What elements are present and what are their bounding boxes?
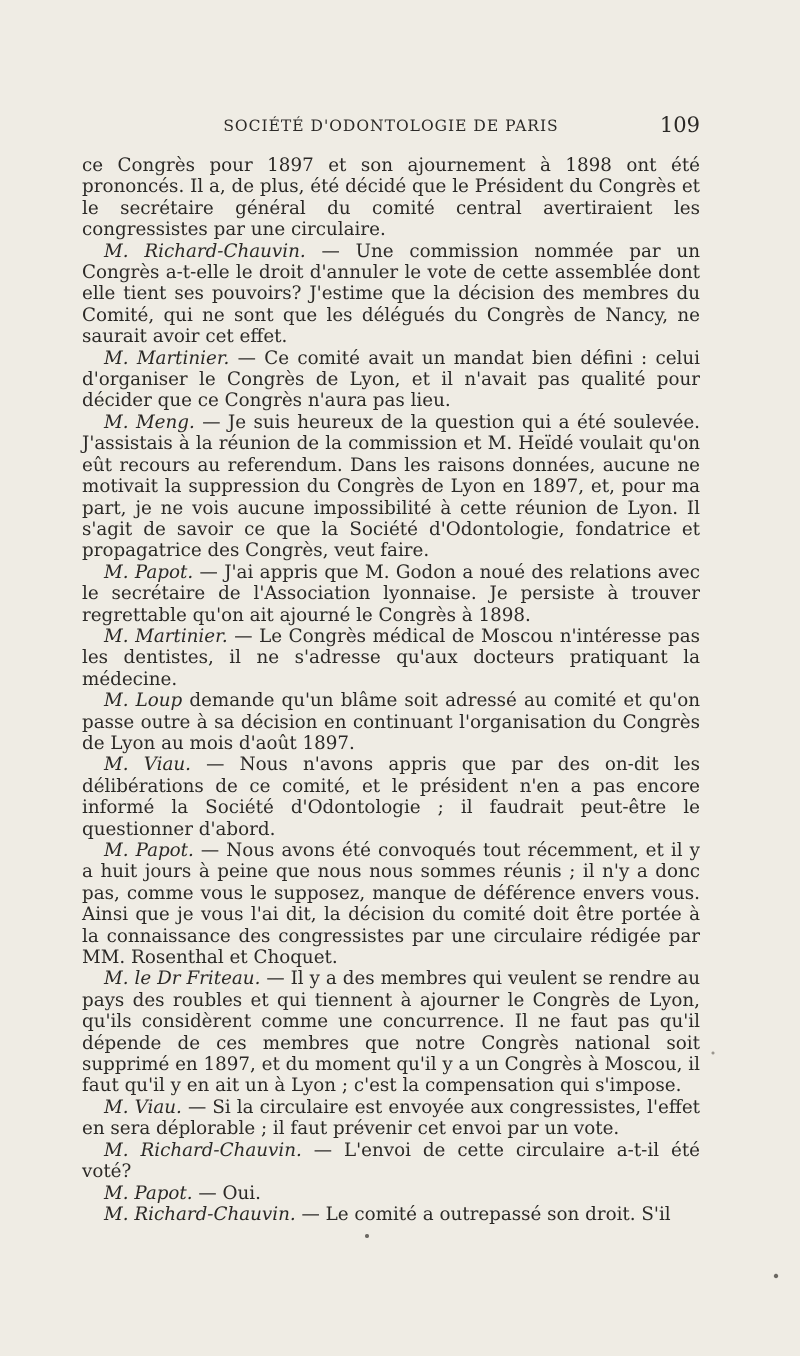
paragraph-text: — Nous n'avons appris que par des on-dit les délibérations de ce comité, et le président n'en a pas encore informé la Société d'Odontologie ; il faudrait peut-être le questionner d'abord. bbox=[82, 754, 700, 840]
paragraph-text: demande qu'un blâme soit adressé au comité et qu'on passe outre à sa décision en continuant l'organisation du Congrès de Lyon au mois d'août 1897. bbox=[82, 690, 700, 754]
speaker-name: M. Viau. bbox=[104, 754, 191, 776]
paragraph-text: — L'envoi de cette circulaire a-t-il été voté? bbox=[82, 1139, 700, 1183]
page-number: 109 bbox=[659, 113, 700, 137]
paragraph-text: — Je suis heureux de la question qui a été soulevée. J'assistais à la réunion de la commission et M. Heïdé voulait qu'on eût recours au referendum. Dans les raisons données, aucune ne motivait la suppression du Congrès de Lyon en 1897, et, pour ma part, je ne vois aucune impossibilité à cette réunion de Lyon. Il s'agit de savoir ce que la Société d'Odontologie, fondatrice et propagatrice des Congrès, veut faire. bbox=[82, 411, 700, 562]
paper-speck bbox=[712, 1052, 715, 1055]
paper-speck bbox=[774, 1274, 778, 1278]
speaker-name: M. Martinier. bbox=[104, 347, 230, 369]
paragraph-text: — Si la circulaire est envoyée aux congressistes, l'effet en sera déplorable ; il faut prévenir cet envoi par un vote. bbox=[82, 1096, 700, 1140]
speaker-name: M. Papot. bbox=[104, 561, 194, 583]
paragraph-text: — Il y a des membres qui veulent se rendre au pays des roubles et qui tiennent à ajourner le Congrès de Lyon, qu'ils considèrent comme une concurrence. Il ne faut pas qu'il dépende de ces membres que notre Congrès national soit supprimé en 1897, et du moment qu'il y a un Congrès à Moscou, il faut qu'il y en ait un à Lyon ; c'est la compensation qui s'impose. bbox=[82, 968, 701, 1097]
speaker-name: M. Martinier. bbox=[104, 625, 228, 647]
speaker-name: M. Meng. bbox=[104, 411, 195, 433]
paper-speck bbox=[365, 1234, 369, 1238]
paragraph-text: — Une commission nommée par un Congrès a-t-elle le droit d'annuler le vote de cette assemblée dont elle tient ses pouvoirs? J'estime que la décision des membres du Comité, qui ne sont que les délégués du Congrès de Nancy, ne saurait avoir cet effet. bbox=[82, 240, 700, 348]
paragraph-text: — Nous avons été convoqués tout récemment, et il y a huit jours à peine que nous nous sommes réunis ; il n'y a donc pas, comme vous le supposez, manque de déférence envers vous. Ainsi que je vous l'ai dit, la décision du comité doit être portée à la connaissance des congressistes par une circulaire rédigée par MM. Rosenthal et Choquet. bbox=[82, 840, 700, 969]
paragraph-text: ce Congrès pour 1897 et son ajournement à 1898 ont été prononcés. Il a, de plus, été décidé que le Président du Congrès et le secrétaire général du comité central avertiraient les congressistes par une circulaire. bbox=[82, 155, 700, 241]
paragraph-text: — Ce comité avait un mandat bien défini : celui d'organiser le Congrès de Lyon, et il n'avait pas qualité pour décider que ce Congrès n'aura pas lieu. bbox=[82, 347, 700, 412]
speaker-name: M. Loup bbox=[104, 690, 183, 712]
speaker-name: M. Viau. bbox=[104, 1096, 182, 1118]
paragraph-text: — Le comité a outrepassé son droit. S'il bbox=[295, 1203, 671, 1225]
speaker-name: M. Richard-Chauvin. bbox=[104, 240, 306, 262]
speaker-name: M. le Dr Friteau. bbox=[104, 968, 261, 990]
paragraph-text: — Le Congrès médical de Moscou n'intéresse pas les dentistes, il ne s'adresse qu'aux docteurs pratiquant la médecine. bbox=[82, 625, 701, 690]
speaker-name: M. Papot. bbox=[104, 840, 194, 861]
running-head: SOCIÉTÉ D'ODONTOLOGIE DE PARIS bbox=[223, 117, 559, 135]
speaker-name: M. Richard-Chauvin. bbox=[104, 1139, 302, 1161]
paragraph-text: — Oui. bbox=[192, 1182, 261, 1204]
speaker-name: M. Richard-Chauvin. bbox=[104, 1203, 296, 1225]
paragraph-text: — J'ai appris que M. Godon a noué des relations avec le secrétaire de l'Association lyonnaise. Je persiste à trouver regrettable qu'on ait ajourné le Congrès à 1898. bbox=[82, 561, 700, 626]
speaker-name: M. Papot. bbox=[104, 1182, 193, 1204]
